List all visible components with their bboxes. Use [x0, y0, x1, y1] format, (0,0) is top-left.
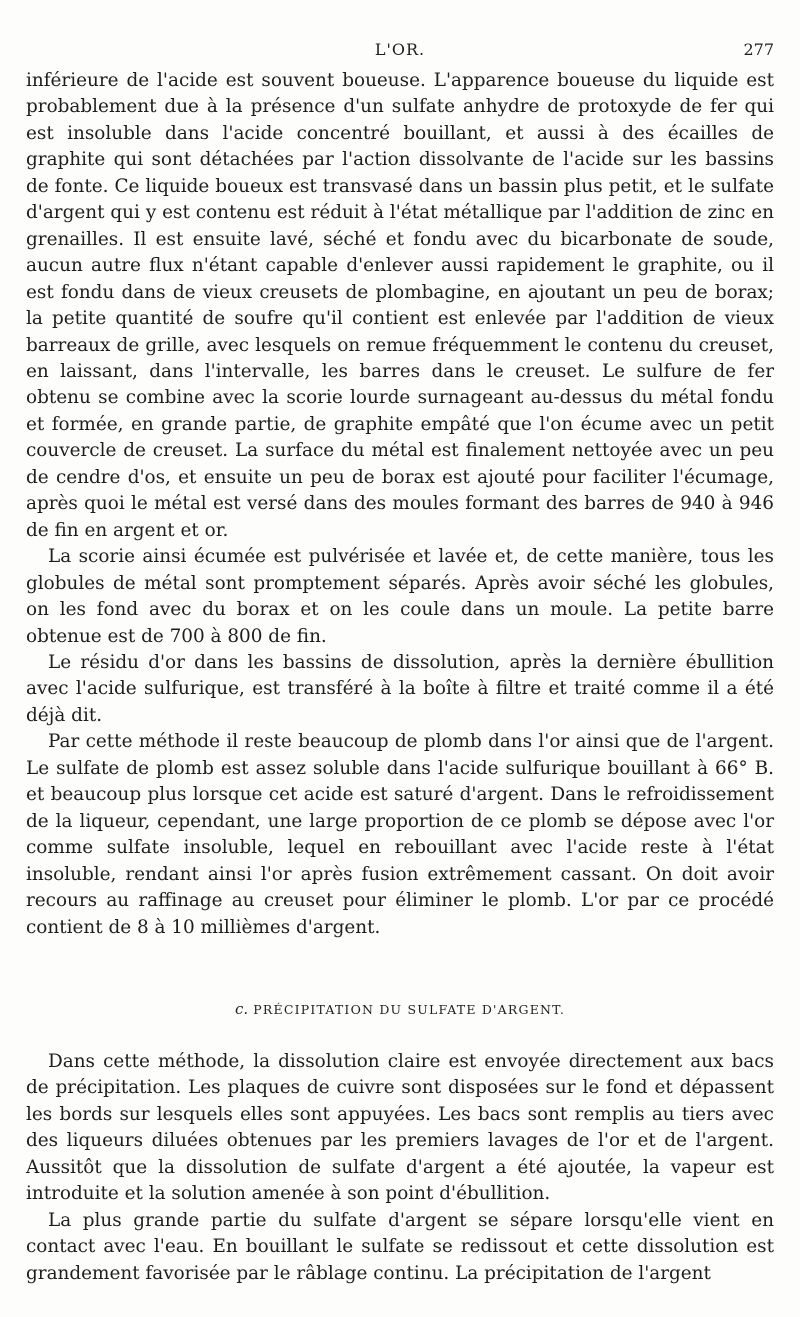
- section-body-text: [26, 1049, 774, 1287]
- paragraph: Dans cette méthode, la dissolution claire est envoyée directement aux bacs de précipitation. Les plaques de cuivre sont disposées sur le fond et dépassent les bords sur lesquels elles sont appuyées. Les bacs sont remplis au tiers avec des liqueurs diluées obtenues par les premiers lavages de l'or et de l'argent. Aussitôt que la dissolution de sulfate d'argent a été ajoutée, la vapeur est introduite et la solution amenée à son point d'ébullition.: [26, 1051, 774, 1205]
- page-number: 277: [743, 40, 774, 59]
- paragraph: Par cette méthode il reste beaucoup de plomb dans l'or ainsi que de l'argent. Le sulfate de plomb est assez soluble dans l'acide sulfurique bouillant à 66° B. et beaucoup plus lorsque cet acide est saturé d'argent. Dans le refroidissement de la liqueur, cependant, une large proportion de ce plomb se dépose avec l'or comme sulfate insoluble, lequel en rebouillant avec l'acide reste à l'état insoluble, rendant ainsi l'or après fusion extrêmement cassant. On doit avoir recours au raffinage au creuset pour éliminer le plomb. L'or par ce procédé contient de 8 à 10 millièmes d'argent.: [26, 731, 774, 938]
- section-title: PRÉCIPITATION DU SULFATE D'ARGENT.: [253, 1002, 566, 1017]
- body-text: [26, 68, 774, 941]
- paragraph: inférieure de l'acide est souvent boueuse. L'apparence boueuse du liquide est probablement due à la présence d'un sulfate anhydre de protoxyde de fer qui est insoluble dans l'acide concentré bouillant, et aussi à des écailles de graphite qui sont détachées par l'action dissolvante de l'acide sur les bassins de fonte. Ce liquide boueux est transvasé dans un bassin plus petit, et le sulfate d'argent qui y est contenu est réduit à l'état métallique par l'addition de zinc en grenailles. Il est ensuite lavé, séché et fondu avec du bicarbonate de soude, aucun autre flux n'étant capable d'enlever aussi rapidement le graphite, ou il est fondu dans de vieux creusets de plombagine, en ajoutant un peu de borax; la petite quantité de soufre qu'il contient est enlevée par l'addition de vieux barreaux de grille, avec lesquels on remue fréquemment le contenu du creuset, en laissant, dans l'intervalle, les barres dans le creuset. Le sulfure de fer obtenu se combine avec la scorie lourde surnageant au-dessus du métal fondu et formée, en grande partie, de graphite empâté que l'on écume avec un petit couvercle de creuset. La surface du métal est finalement nettoyée avec un peu de cendre d'os, et ensuite un peu de borax est ajouté pour faciliter l'écumage, après quoi le métal est versé dans des moules formant des barres de 940 à 946 de fin en argent et or.: [26, 70, 774, 541]
- section-letter: c.: [234, 1000, 249, 1018]
- section-heading: [0, 1000, 800, 1018]
- paragraph: La plus grande partie du sulfate d'argent se sépare lorsqu'elle vient en contact avec l'eau. En bouillant le sulfate se redissout et cette dissolution est grandement favorisée par le râblage continu. La précipitation de l'argent: [26, 1209, 774, 1284]
- paragraph: La scorie ainsi écumée est pulvérisée et lavée et, de cette manière, tous les globules de métal sont promptement séparés. Après avoir séché les globules, on les fond avec du borax et on les coule dans un moule. La petite barre obtenue est de 700 à 800 de fin.: [26, 546, 774, 647]
- running-header: [0, 34, 800, 64]
- running-title: L'OR.: [374, 40, 426, 59]
- paragraph: Le résidu d'or dans les bassins de dissolution, après la dernière ébullition avec l'acide sulfurique, est transféré à la boîte à filtre et traité comme il a été déjà dit.: [26, 651, 774, 726]
